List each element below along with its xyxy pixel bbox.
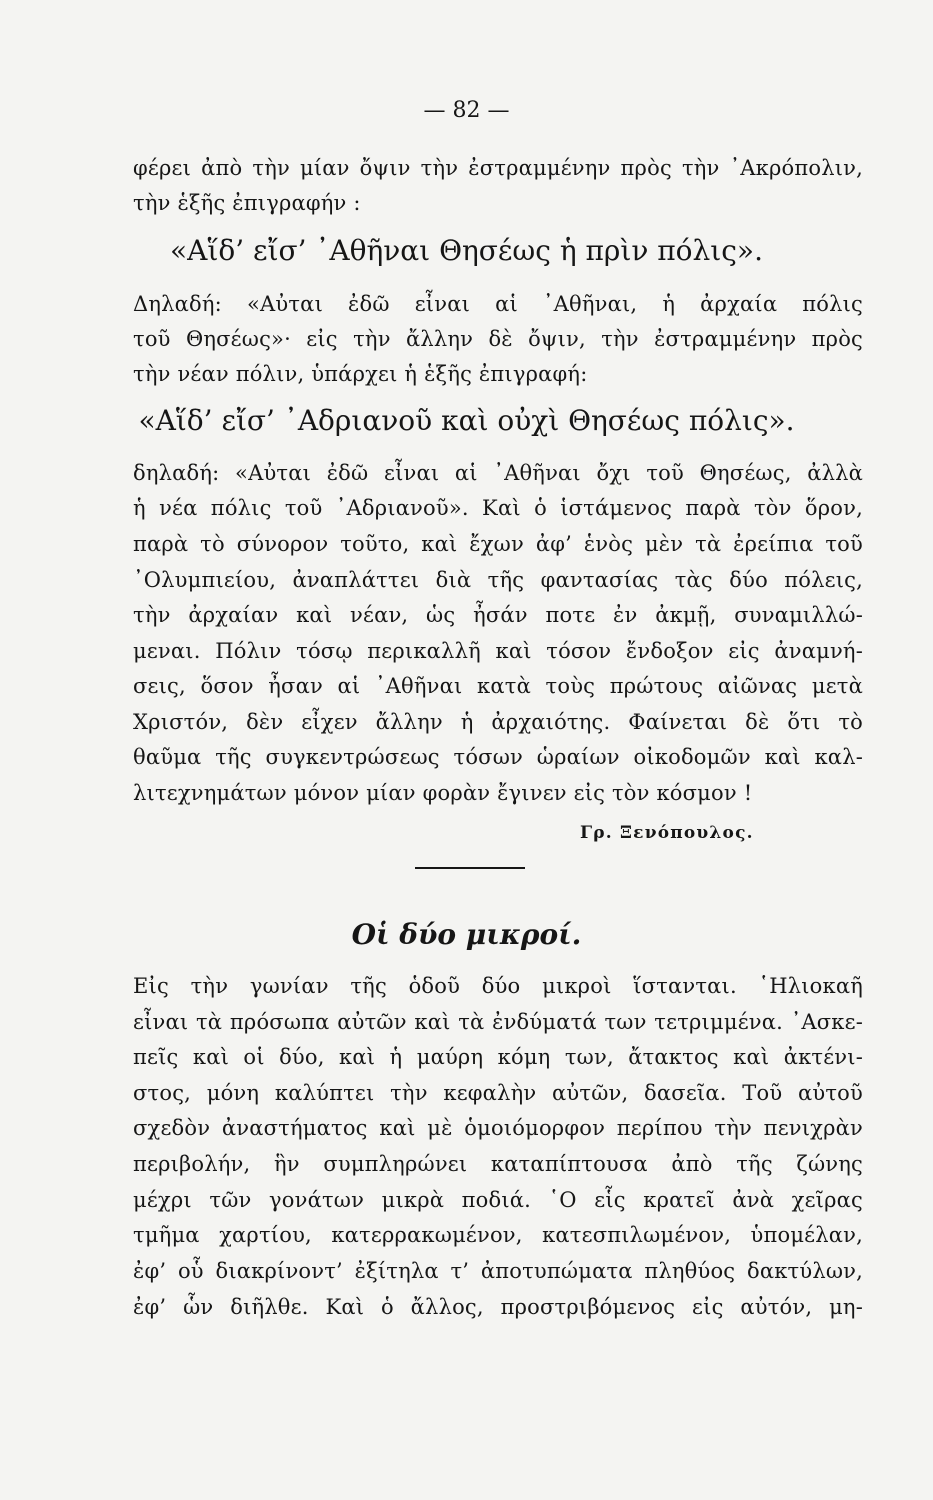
text-line: μεναι. Πόλιν τόσῳ περικαλλῆ καὶ τόσον ἔνδοξον εἰς ἀναμνή- — [133, 639, 863, 663]
text-line: παρὰ τὸ σύνορον τοῦτο, καὶ ἔχων ἀφ’ ἑνὸς μὲν τὰ ἐρείπια τοῦ — [133, 532, 863, 556]
text-line: σεις, ὅσον ἦσαν αἱ ᾽Αθῆναι κατὰ τοὺς πρώτους αἰῶνας μετὰ — [133, 674, 863, 698]
text-line: τὴν ἑξῆς ἐπιγραφήν : — [133, 191, 361, 215]
text-line: στος, μόνη καλύπτει τὴν κεφαλὴν αὐτῶν, δασεῖα. Τοῦ αὐτοῦ — [133, 1081, 863, 1105]
text-line: ἐφ’ ὧν διῆλθε. Καὶ ὁ ἄλλος, προστριβόμενος εἰς αὐτόν, μη- — [133, 1295, 863, 1319]
text-line: Εἰς τὴν γωνίαν τῆς ὁδοῦ δύο μικροὶ ἵστανται. ῾Ηλιοκαῆ — [133, 974, 863, 998]
inscription-quote: «Αἵδ’ εἴσ’ ᾽Αδριανοῦ καὶ οὐχὶ Θησέως πόλις». — [138, 404, 795, 437]
inscription-quote: «Αἵδ’ εἴσ’ ᾽Αθῆναι Θησέως ἡ πρὶν πόλις». — [170, 234, 763, 267]
text-line: ἡ νέα πόλις τοῦ ᾽Αδριανοῦ». Καὶ ὁ ἱστάμενος παρὰ τὸν ὅρον, — [133, 496, 863, 520]
text-line: λιτεχνημάτων μόνον μίαν φορὰν ἔγινεν εἰς τὸν κόσμον ! — [133, 781, 753, 805]
text-line: πεῖς καὶ οἱ δύο, καὶ ἡ μαύρη κόμη των, ἄτακτος καὶ ἀκτένι- — [133, 1045, 863, 1069]
text-line: περιβολήν, ἣν συμπληρώνει καταπίπτουσα ἀπὸ τῆς ζώνης — [133, 1152, 863, 1176]
text-line: τὴν ἀρχαίαν καὶ νέαν, ὡς ἦσάν ποτε ἐν ἀκμῇ, συναμιλλώ- — [133, 603, 863, 627]
text-line: Χριστόν, δὲν εἶχεν ἄλλην ἡ ἀρχαιότης. Φαίνεται δὲ ὅτι τὸ — [133, 710, 863, 734]
text-line: εἶναι τὰ πρόσωπα αὐτῶν καὶ τὰ ἐνδύματά των τετριμμένα. ᾽Ασκε- — [133, 1010, 863, 1034]
text-line: μέχρι τῶν γονάτων μικρὰ ποδιά. ῾Ο εἷς κρατεῖ ἀνὰ χεῖρας — [133, 1188, 863, 1212]
page-number: — 82 — — [423, 98, 510, 123]
text-line: τμῆμα χαρτίου, κατερρακωμένον, κατεσπιλωμένον, ὑπομέλαν, — [133, 1223, 863, 1247]
text-line: σχεδὸν ἀναστήματος καὶ μὲ ὁμοιόμορφον περίπου τὴν πενιχρὰν — [133, 1116, 863, 1140]
text-line: θαῦμα τῆς συγκεντρώσεως τόσων ὡραίων οἰκοδομῶν καὶ καλ- — [133, 745, 863, 769]
text-line: τοῦ Θησέως»· εἰς τὴν ἄλλην δὲ ὄψιν, τὴν ἐστραμμένην πρὸς — [133, 327, 863, 351]
text-line: δηλαδή: «Αὐται ἐδῶ εἶναι αἱ ᾽Αθῆναι ὄχι τοῦ Θησέως, ἀλλὰ — [133, 461, 863, 485]
text-line: Δηλαδή: «Αὐται ἐδῶ εἶναι αἱ ᾽Αθῆναι, ἡ ἀρχαία πόλις — [133, 292, 863, 316]
text-line: ᾽Ολυμπιείου, ἀναπλάττει διὰ τῆς φαντασίας τὰς δύο πόλεις, — [133, 568, 863, 592]
section-title: Οἱ δύο μικροί. — [351, 918, 582, 951]
author-signature: Γρ. Ξενόπουλος. — [580, 823, 754, 843]
text-line: φέρει ἀπὸ τὴν μίαν ὄψιν τὴν ἐστραμμένην πρὸς τὴν ᾽Ακρόπολιν, — [133, 156, 863, 180]
section-divider — [415, 867, 525, 869]
text-line: ἐφ’ οὗ διακρίνοντ’ ἐξίτηλα τ’ ἀποτυπώματα πληθύος δακτύλων, — [133, 1259, 863, 1283]
text-line: τὴν νέαν πόλιν, ὑπάρχει ἡ ἑξῆς ἐπιγραφή: — [133, 362, 588, 386]
